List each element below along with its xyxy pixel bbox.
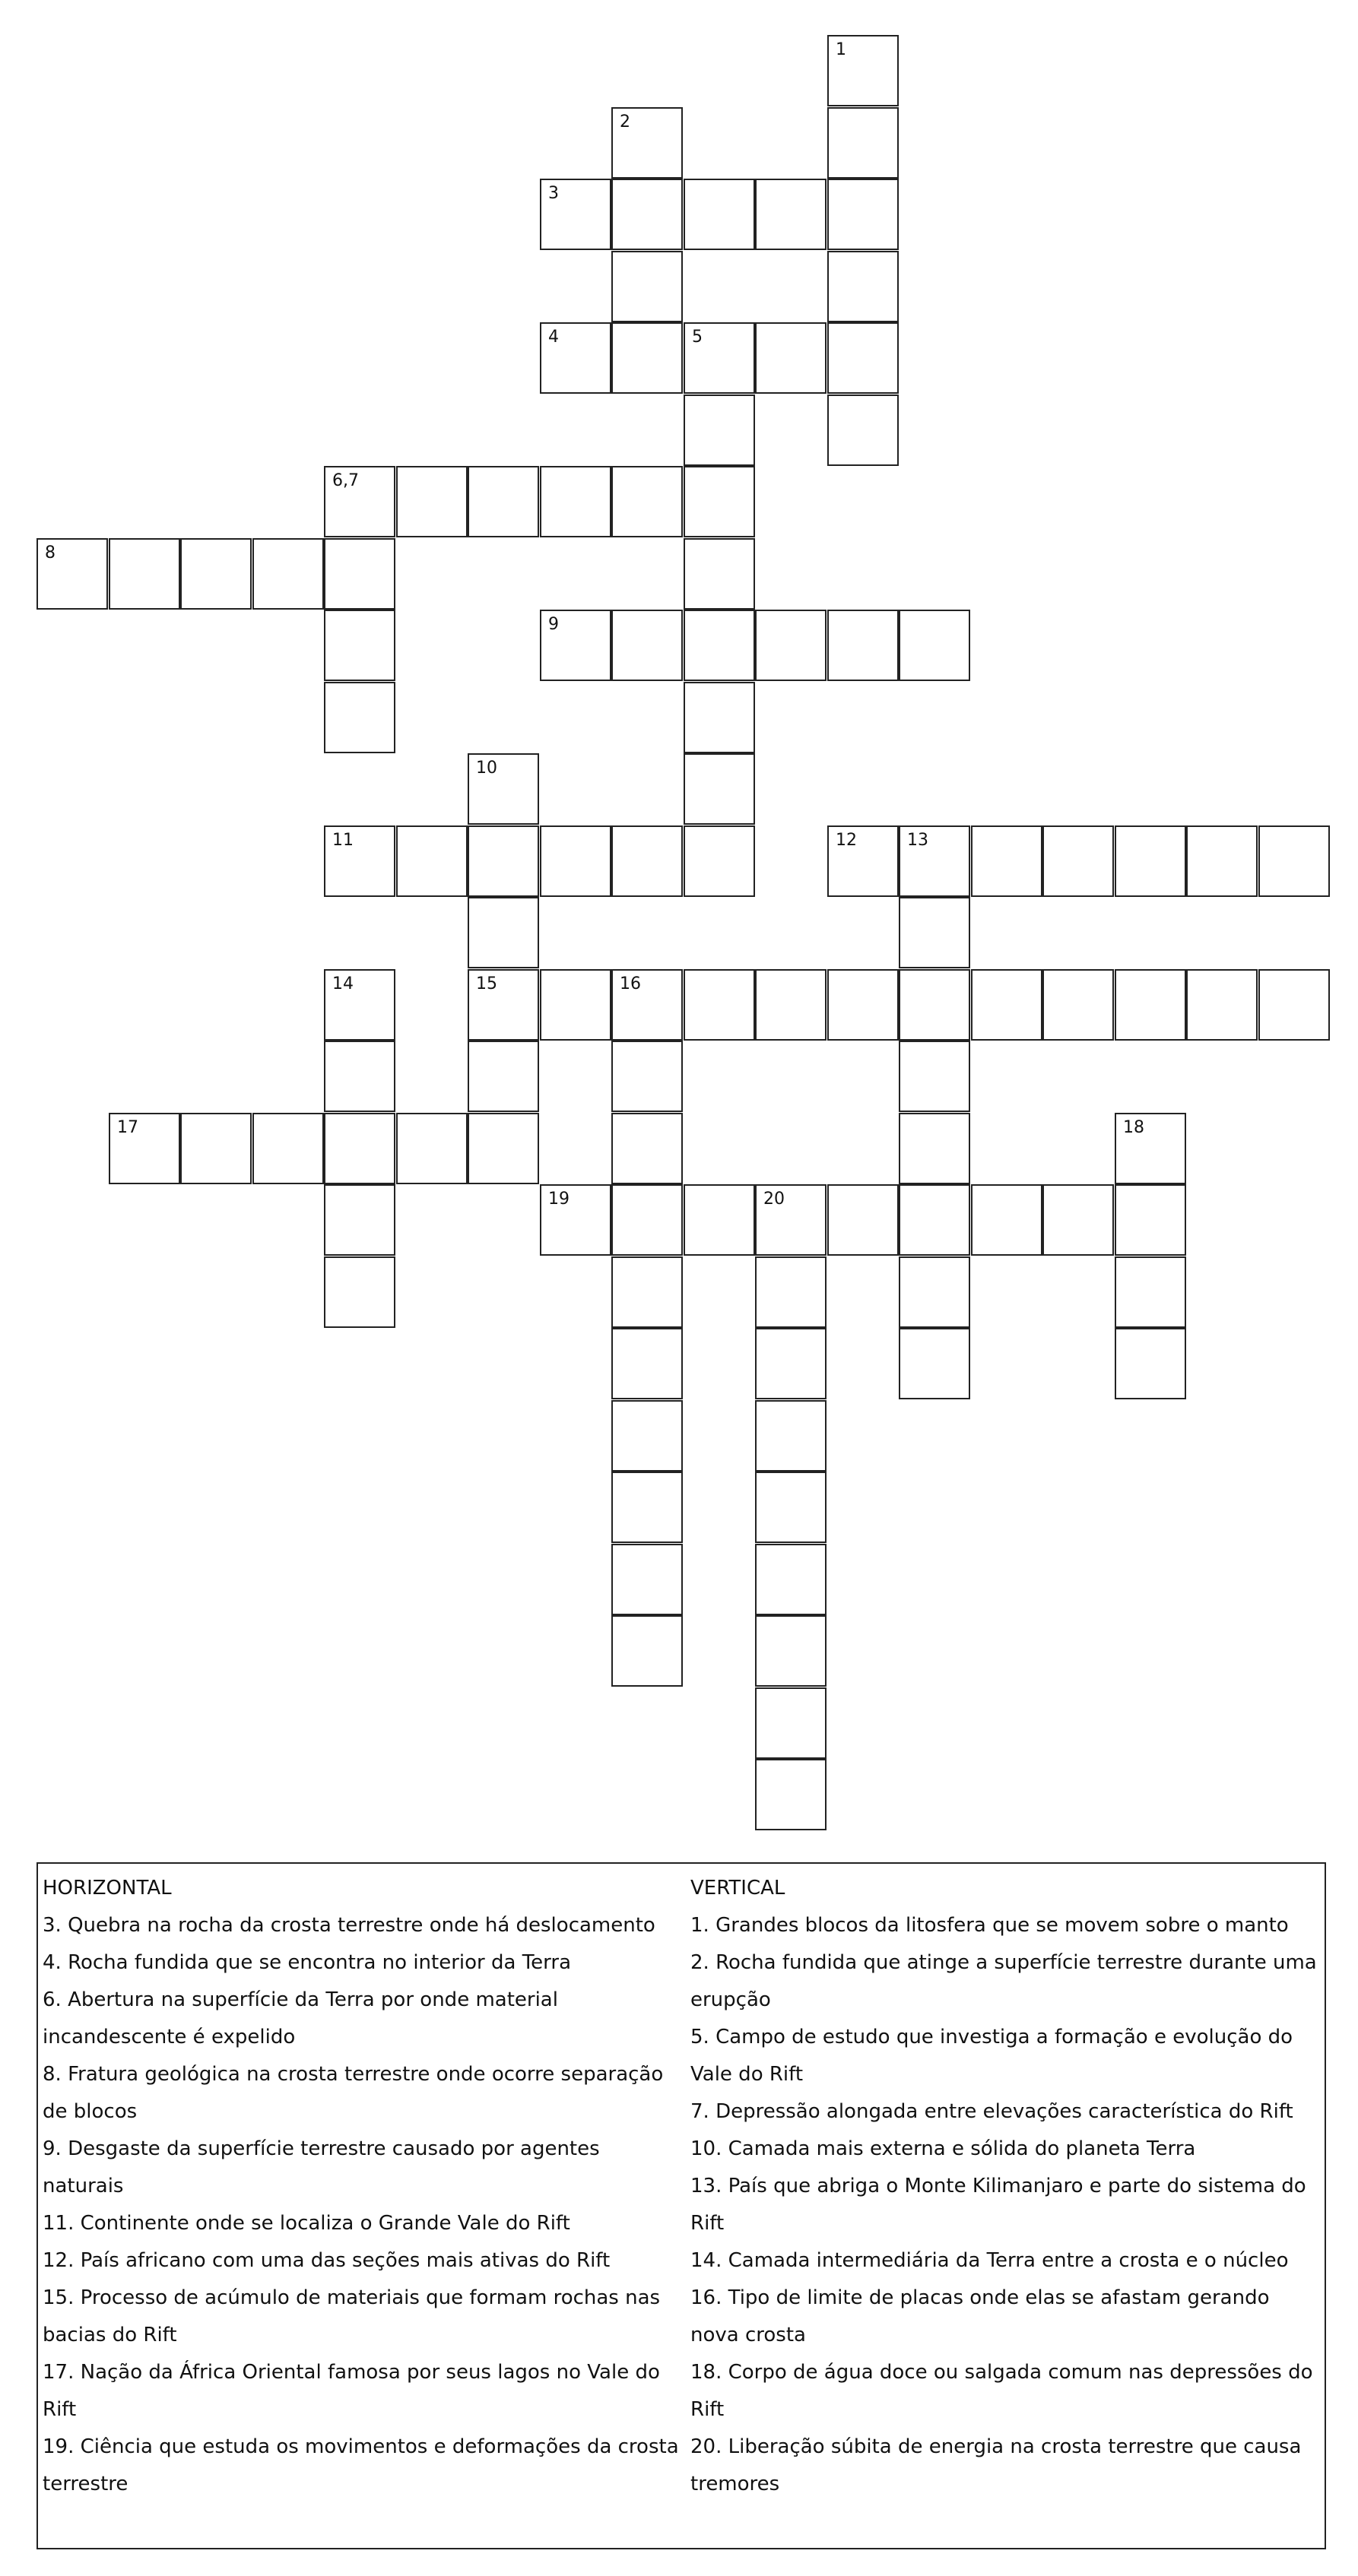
- grid-cell[interactable]: [396, 825, 468, 897]
- grid-cell[interactable]: [36, 538, 108, 610]
- grid-cell[interactable]: [899, 610, 970, 681]
- grid-cell[interactable]: [684, 466, 755, 537]
- grid-cell[interactable]: [684, 538, 755, 610]
- grid-cell[interactable]: [324, 466, 395, 537]
- clue-number: 9: [548, 615, 559, 634]
- grid-cell[interactable]: [899, 1041, 970, 1112]
- grid-cell[interactable]: [971, 1184, 1042, 1256]
- grid-cell[interactable]: [684, 969, 755, 1041]
- grid-cell[interactable]: [540, 1184, 611, 1256]
- grid-cell[interactable]: [899, 897, 970, 968]
- horizontal-title: HORIZONTAL: [43, 1877, 172, 1900]
- clue-number: 20: [763, 1190, 785, 1209]
- clue-number: 5: [692, 328, 703, 347]
- horizontal-clue: 15. Processo de acúmulo de materiais que formam rochas nas bacias do Rift: [43, 2286, 661, 2346]
- grid-cell[interactable]: [684, 682, 755, 753]
- clue-number: 3: [548, 184, 559, 203]
- grid-cell[interactable]: [611, 1256, 683, 1328]
- clue-number: 15: [476, 974, 497, 993]
- grid-cell[interactable]: [611, 179, 683, 250]
- grid-cell[interactable]: [324, 825, 395, 897]
- grid-cell[interactable]: [755, 1184, 827, 1256]
- vertical-clue: 10. Camada mais externa e sólida do planeta Terra: [690, 2137, 1196, 2160]
- clues-box: [36, 1862, 1326, 2549]
- grid-cell[interactable]: [324, 1256, 395, 1328]
- clue-number: 11: [332, 831, 354, 850]
- grid-cell[interactable]: [1258, 825, 1330, 897]
- grid-cell[interactable]: [324, 1184, 395, 1256]
- grid-cell[interactable]: [755, 1328, 827, 1399]
- clue-number: 10: [476, 759, 497, 778]
- grid-cell[interactable]: [396, 1113, 468, 1184]
- grid-cell[interactable]: [324, 610, 395, 681]
- grid-cell[interactable]: [1042, 825, 1114, 897]
- grid-cell[interactable]: [611, 466, 683, 537]
- vertical-clue: 18. Corpo de água doce ou salgada comum nas depressões do Rift: [690, 2361, 1313, 2421]
- grid-cell[interactable]: [827, 251, 899, 322]
- vertical-clue: 13. País que abriga o Monte Kilimanjaro e parte do sistema do Rift: [690, 2175, 1306, 2235]
- grid-cell[interactable]: [468, 825, 539, 897]
- grid-cell[interactable]: [755, 1400, 827, 1472]
- grid-cell[interactable]: [324, 682, 395, 753]
- clue-number: 1: [836, 40, 846, 59]
- grid-cell[interactable]: [611, 1472, 683, 1543]
- clue-number: 12: [836, 831, 857, 850]
- grid-cell[interactable]: [109, 538, 180, 610]
- vertical-clue: 14. Camada intermediária da Terra entre a crosta e o núcleo: [690, 2249, 1289, 2272]
- horizontal-clue: 3. Quebra na rocha da crosta terrestre onde há deslocamento: [43, 1914, 655, 1937]
- grid-cell[interactable]: [755, 610, 827, 681]
- grid-cell[interactable]: [827, 179, 899, 250]
- grid-cell[interactable]: [611, 1113, 683, 1184]
- grid-cell[interactable]: [540, 322, 611, 394]
- grid-cell[interactable]: [899, 825, 970, 897]
- grid-cell[interactable]: [611, 107, 683, 179]
- grid-cell[interactable]: [324, 1041, 395, 1112]
- grid-cell[interactable]: [1115, 1184, 1186, 1256]
- grid-cell[interactable]: [684, 394, 755, 466]
- grid-cell[interactable]: [611, 1544, 683, 1615]
- horizontal-clue: 8. Fratura geológica na crosta terrestre onde ocorre separação de blocos: [43, 2063, 664, 2123]
- vertical-clue: 1. Grandes blocos da litosfera que se movem sobre o manto: [690, 1914, 1289, 1937]
- grid-cell[interactable]: [755, 1687, 827, 1759]
- grid-cell[interactable]: [1115, 825, 1186, 897]
- grid-cell[interactable]: [755, 1759, 827, 1830]
- grid-cell[interactable]: [252, 538, 324, 610]
- grid-cell[interactable]: [109, 1113, 180, 1184]
- grid-cell[interactable]: [827, 1184, 899, 1256]
- horizontal-clue: 4. Rocha fundida que se encontra no interior da Terra: [43, 1951, 572, 1974]
- horizontal-clue: 6. Abertura na superfície da Terra por onde material incandescente é expelido: [43, 1988, 558, 2048]
- clue-number: 14: [332, 974, 354, 993]
- grid-cell[interactable]: [468, 753, 539, 825]
- grid-cell[interactable]: [1115, 1328, 1186, 1399]
- clue-number: 18: [1123, 1118, 1144, 1137]
- grid-cell[interactable]: [324, 969, 395, 1041]
- grid-cell[interactable]: [1115, 1256, 1186, 1328]
- grid-cell[interactable]: [899, 1328, 970, 1399]
- clue-number: 16: [620, 974, 641, 993]
- clue-number: 2: [620, 112, 630, 131]
- grid-cell[interactable]: [755, 969, 827, 1041]
- grid-cell[interactable]: [1258, 969, 1330, 1041]
- grid-cell[interactable]: [540, 610, 611, 681]
- clue-number: 4: [548, 328, 559, 347]
- grid-cell[interactable]: [180, 1113, 252, 1184]
- clue-number: 6,7: [332, 471, 359, 490]
- horizontal-clue: 17. Nação da África Oriental famosa por seus lagos no Vale do Rift: [43, 2361, 660, 2421]
- grid-cell[interactable]: [899, 969, 970, 1041]
- horizontal-clue: 19. Ciência que estuda os movimentos e deformações da crosta terrestre: [43, 2435, 679, 2495]
- vertical-clue: 20. Liberação súbita de energia na crosta terrestre que causa tremores: [690, 2435, 1302, 2495]
- grid-cell[interactable]: [324, 538, 395, 610]
- vertical-clue: 2. Rocha fundida que atinge a superfície terrestre durante uma erupção: [690, 1951, 1317, 2011]
- clue-number: 8: [45, 543, 56, 562]
- clue-number: 13: [907, 831, 928, 850]
- grid-cell[interactable]: [1186, 825, 1258, 897]
- grid-cell[interactable]: [1115, 1113, 1186, 1184]
- grid-cell[interactable]: [1186, 969, 1258, 1041]
- grid-cell[interactable]: [755, 322, 827, 394]
- horizontal-clues: [43, 1870, 684, 2503]
- grid-cell[interactable]: [611, 969, 683, 1041]
- grid-cell[interactable]: [684, 1184, 755, 1256]
- grid-cell[interactable]: [827, 825, 899, 897]
- grid-cell[interactable]: [899, 1113, 970, 1184]
- vertical-clue: 7. Depressão alongada entre elevações característica do Rift: [690, 2100, 1293, 2123]
- grid-cell[interactable]: [396, 466, 468, 537]
- vertical-title: VERTICAL: [690, 1877, 785, 1900]
- grid-cell[interactable]: [611, 610, 683, 681]
- grid-cell[interactable]: [468, 969, 539, 1041]
- grid-cell[interactable]: [899, 1184, 970, 1256]
- grid-cell[interactable]: [971, 825, 1042, 897]
- grid-cell[interactable]: [324, 1113, 395, 1184]
- horizontal-clue: 9. Desgaste da superfície terrestre causado por agentes naturais: [43, 2137, 600, 2197]
- grid-cell[interactable]: [180, 538, 252, 610]
- grid-cell[interactable]: [540, 179, 611, 250]
- grid-cell[interactable]: [468, 897, 539, 968]
- grid-cell[interactable]: [252, 1113, 324, 1184]
- grid-cell[interactable]: [611, 1184, 683, 1256]
- grid-cell[interactable]: [827, 610, 899, 681]
- grid-cell[interactable]: [684, 610, 755, 681]
- horizontal-clue: 11. Continente onde se localiza o Grande Vale do Rift: [43, 2212, 570, 2235]
- grid-cell[interactable]: [684, 825, 755, 897]
- grid-cell[interactable]: [755, 1615, 827, 1687]
- grid-cell[interactable]: [755, 1472, 827, 1543]
- grid-cell[interactable]: [827, 107, 899, 179]
- grid-cell[interactable]: [1115, 969, 1186, 1041]
- grid-cell[interactable]: [899, 1256, 970, 1328]
- grid-cell[interactable]: [755, 1256, 827, 1328]
- grid-cell[interactable]: [611, 251, 683, 322]
- grid-cell[interactable]: [827, 394, 899, 466]
- vertical-clue: 16. Tipo de limite de placas onde elas se afastam gerando nova crosta: [690, 2286, 1270, 2346]
- clue-number: 17: [117, 1118, 138, 1137]
- grid-cell[interactable]: [468, 1113, 539, 1184]
- grid-cell[interactable]: [611, 1400, 683, 1472]
- grid-cell[interactable]: [540, 969, 611, 1041]
- grid-cell[interactable]: [611, 1041, 683, 1112]
- grid-cell[interactable]: [540, 466, 611, 537]
- grid-cell[interactable]: [971, 969, 1042, 1041]
- grid-cell[interactable]: [1042, 1184, 1114, 1256]
- grid-cell[interactable]: [827, 969, 899, 1041]
- grid-cell[interactable]: [468, 1041, 539, 1112]
- grid-cell[interactable]: [684, 322, 755, 394]
- horizontal-clue: 12. País africano com uma das seções mais ativas do Rift: [43, 2249, 611, 2272]
- grid-cell[interactable]: [468, 466, 539, 537]
- vertical-clues: [690, 1870, 1323, 2503]
- grid-cell[interactable]: [1042, 969, 1114, 1041]
- grid-cell[interactable]: [611, 1328, 683, 1399]
- grid-cell[interactable]: [611, 825, 683, 897]
- grid-cell[interactable]: [827, 322, 899, 394]
- grid-cell[interactable]: [611, 1615, 683, 1687]
- grid-cell[interactable]: [684, 179, 755, 250]
- grid-cell[interactable]: [540, 825, 611, 897]
- vertical-clue: 5. Campo de estudo que investiga a formação e evolução do Vale do Rift: [690, 2026, 1293, 2086]
- grid-cell[interactable]: [755, 1544, 827, 1615]
- clue-number: 19: [548, 1190, 570, 1209]
- grid-cell[interactable]: [755, 179, 827, 250]
- grid-cell[interactable]: [611, 322, 683, 394]
- grid-cell[interactable]: [684, 753, 755, 825]
- grid-cell[interactable]: [827, 35, 899, 106]
